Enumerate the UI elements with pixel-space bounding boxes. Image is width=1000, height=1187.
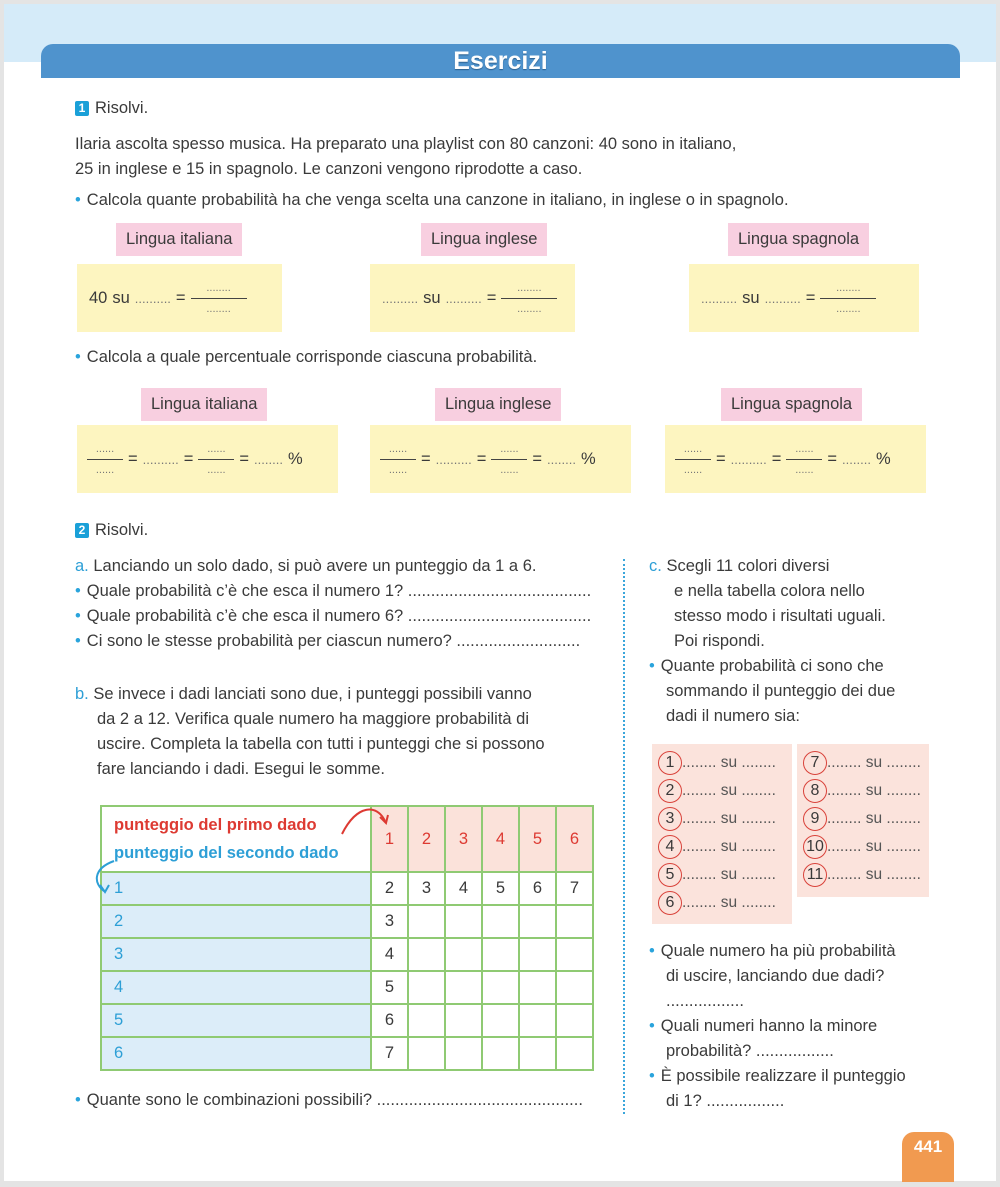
part-label: a. bbox=[75, 557, 89, 575]
sum-answer-blank[interactable]: ........ su ........ bbox=[682, 754, 776, 771]
fraction-blank[interactable] bbox=[675, 442, 711, 477]
column-header: 1 bbox=[371, 806, 408, 872]
sum-cell[interactable]: 3 bbox=[408, 872, 445, 905]
text: ........ bbox=[206, 302, 231, 315]
sum-cell[interactable] bbox=[408, 905, 445, 938]
question-text: Calcola quante probabilità ha che venga scelta una canzone in italiano, in inglese o in spagnolo. bbox=[86, 191, 789, 209]
percentage-answer-box[interactable] bbox=[370, 425, 631, 493]
bullet-icon: • bbox=[649, 942, 655, 960]
sum-answer-blank[interactable]: ........ su ........ bbox=[682, 782, 776, 799]
text: .......... bbox=[382, 290, 419, 306]
fraction-blank[interactable] bbox=[820, 281, 876, 316]
exercise-number: 1 bbox=[75, 101, 89, 116]
sum-cell[interactable] bbox=[482, 1037, 519, 1070]
question-text: Quale probabilità c’è che esca il numero 6? ........................................ bbox=[86, 607, 592, 625]
text: ...... bbox=[500, 463, 519, 476]
exercise-title: Risolvi. bbox=[95, 99, 149, 117]
column-header: 5 bbox=[519, 806, 556, 872]
sum-circle: 8 bbox=[803, 779, 827, 803]
text: = bbox=[827, 449, 838, 468]
probability-answer-box[interactable] bbox=[370, 264, 575, 332]
page-title: Esercizi bbox=[41, 44, 960, 78]
sum-answer-blank[interactable]: ........ su ........ bbox=[682, 810, 776, 827]
sum-answer-blank[interactable]: ........ su ........ bbox=[827, 838, 921, 855]
question-text: Quale probabilità c’è che esca il numero 1? ........................................ bbox=[86, 582, 592, 600]
column-header: 2 bbox=[408, 806, 445, 872]
sum-cell[interactable]: 4 bbox=[371, 938, 408, 971]
question-text: Quali numeri hanno la minore bbox=[660, 1017, 878, 1035]
text: ........ bbox=[517, 281, 542, 294]
text: .......... bbox=[134, 290, 171, 306]
text: ...... bbox=[207, 463, 226, 476]
sum-cell[interactable] bbox=[408, 1037, 445, 1070]
row-header: 1 bbox=[101, 872, 371, 905]
percentage-answer-box[interactable] bbox=[77, 425, 338, 493]
exercise-number: 2 bbox=[75, 523, 89, 538]
column-header: 4 bbox=[482, 806, 519, 872]
question-text: di 1? ................. bbox=[666, 1092, 785, 1110]
text: ........ bbox=[206, 281, 231, 294]
text: ...... bbox=[683, 442, 703, 455]
exercise-2-heading bbox=[75, 518, 148, 543]
exercise-1-heading bbox=[75, 96, 148, 121]
text: = bbox=[239, 449, 250, 468]
sum-circle: 6 bbox=[658, 891, 682, 915]
sum-cell[interactable] bbox=[556, 1004, 593, 1037]
sum-cell[interactable]: 7 bbox=[371, 1037, 408, 1070]
text: .......... bbox=[730, 451, 767, 467]
bullet-icon: • bbox=[649, 1067, 655, 1085]
fraction-blank[interactable] bbox=[491, 442, 527, 477]
question bbox=[75, 1088, 583, 1113]
arrows-icon bbox=[92, 799, 392, 909]
text: ........ bbox=[517, 302, 542, 315]
sum-cell[interactable] bbox=[519, 971, 556, 1004]
sum-cell[interactable]: 4 bbox=[445, 872, 482, 905]
text: ........ bbox=[547, 451, 576, 467]
text: ........ bbox=[836, 281, 861, 294]
label-0: Lingua italiana bbox=[116, 223, 242, 256]
text: .......... bbox=[142, 451, 179, 467]
sum-cell[interactable]: 6 bbox=[519, 872, 556, 905]
sum-circle: 1 bbox=[658, 751, 682, 775]
part-c-questions bbox=[649, 939, 949, 1114]
part-label: c. bbox=[649, 557, 662, 575]
question-text: Ci sono le stesse probabilità per ciascun numero? ........................... bbox=[86, 632, 581, 650]
part-b bbox=[75, 682, 615, 782]
exercise-title: Risolvi. bbox=[95, 521, 149, 539]
sum-cell[interactable] bbox=[408, 938, 445, 971]
text: ...... bbox=[95, 442, 115, 455]
question-text: di uscire, lanciando due dadi? bbox=[666, 967, 885, 985]
text: .......... bbox=[701, 290, 738, 306]
sum-answer-blank[interactable]: ........ su ........ bbox=[827, 866, 921, 883]
text-line: e nella tabella colora nello bbox=[674, 582, 865, 600]
sum-cell[interactable] bbox=[445, 1037, 482, 1070]
sum-cell[interactable] bbox=[482, 971, 519, 1004]
sum-circle: 10 bbox=[803, 835, 827, 859]
text: ...... bbox=[388, 442, 408, 455]
sum-cell[interactable]: 3 bbox=[371, 905, 408, 938]
text: ...... bbox=[683, 463, 703, 476]
fraction-blank[interactable] bbox=[501, 281, 557, 316]
question-text: Calcola a quale percentuale corrisponde ciascuna probabilità. bbox=[86, 348, 538, 366]
text: ...... bbox=[795, 442, 814, 455]
sum-answer-blank[interactable]: ........ su ........ bbox=[827, 782, 921, 799]
question bbox=[75, 345, 537, 370]
text-line: Quante probabilità ci sono che bbox=[660, 657, 884, 675]
label-2: Lingua spagnola bbox=[721, 388, 862, 421]
text: ...... bbox=[207, 442, 226, 455]
text-line: Se invece i dadi lanciati sono due, i punteggi possibili vanno bbox=[93, 685, 532, 703]
text: = bbox=[486, 288, 497, 307]
row-header: 5 bbox=[101, 1004, 371, 1037]
text: ........ bbox=[254, 451, 283, 467]
fraction-blank[interactable] bbox=[786, 442, 822, 477]
sum-cell[interactable] bbox=[445, 971, 482, 1004]
fraction-blank[interactable] bbox=[191, 281, 247, 316]
sum-cell[interactable]: 5 bbox=[371, 971, 408, 1004]
bullet-icon: • bbox=[75, 582, 81, 600]
text: = bbox=[805, 288, 816, 307]
sum-cell[interactable] bbox=[556, 1037, 593, 1070]
table-row bbox=[101, 1037, 593, 1070]
text: = bbox=[128, 449, 138, 468]
text: = bbox=[476, 449, 487, 468]
text: .......... bbox=[445, 290, 482, 306]
page-number: 441 bbox=[902, 1132, 954, 1182]
sum-cell[interactable] bbox=[556, 971, 593, 1004]
text: % bbox=[287, 449, 303, 468]
text: ...... bbox=[795, 463, 814, 476]
bullet-icon: • bbox=[75, 1091, 81, 1109]
sum-circle: 2 bbox=[658, 779, 682, 803]
text: % bbox=[580, 449, 596, 468]
table-row bbox=[101, 971, 593, 1004]
probability-answer-box[interactable] bbox=[689, 264, 919, 332]
question-text: È possibile realizzare il punteggio bbox=[660, 1067, 906, 1085]
sum-cell[interactable]: 7 bbox=[556, 872, 593, 905]
text: = bbox=[716, 449, 726, 468]
fraction-blank[interactable] bbox=[87, 442, 123, 477]
fraction-blank[interactable] bbox=[198, 442, 234, 477]
column-divider bbox=[623, 559, 625, 1114]
part-c bbox=[649, 554, 949, 729]
sum-circle: 7 bbox=[803, 751, 827, 775]
text: = bbox=[183, 449, 194, 468]
text-line: uscire. Completa la tabella con tutti i punteggi che si possono bbox=[97, 735, 545, 753]
exercise-1-text bbox=[75, 132, 736, 182]
label-1: Lingua inglese bbox=[421, 223, 547, 256]
text-line: dadi il numero sia: bbox=[666, 707, 800, 725]
sum-cell[interactable] bbox=[519, 1037, 556, 1070]
sum-cell[interactable] bbox=[445, 1004, 482, 1037]
bullet-icon: • bbox=[649, 657, 655, 675]
sum-cell[interactable] bbox=[445, 938, 482, 971]
text: ........ bbox=[842, 451, 871, 467]
sum-cell[interactable] bbox=[519, 938, 556, 971]
label-0: Lingua italiana bbox=[141, 388, 267, 421]
bullet-icon: • bbox=[75, 191, 81, 209]
text: ........ bbox=[836, 302, 861, 315]
question-text: Quale numero ha più probabilità bbox=[660, 942, 896, 960]
text-line: Poi rispondi. bbox=[674, 632, 765, 650]
text-line: da 2 a 12. Verifica quale numero ha maggiore probabilità di bbox=[97, 710, 530, 728]
row-header: 2 bbox=[101, 905, 371, 938]
bullet-icon: • bbox=[649, 1017, 655, 1035]
text: % bbox=[875, 449, 891, 468]
question-text: probabilità? ................. bbox=[666, 1042, 834, 1060]
bullet-icon: • bbox=[75, 632, 81, 650]
sum-answer-blank[interactable]: ........ su ........ bbox=[682, 866, 776, 883]
part-a bbox=[75, 554, 615, 654]
column-header: 3 bbox=[445, 806, 482, 872]
sum-cell[interactable] bbox=[556, 905, 593, 938]
sums-box-right bbox=[797, 744, 929, 897]
textbook-page bbox=[4, 4, 996, 1181]
text-line: Ilaria ascolta spesso musica. Ha preparato una playlist con 80 canzoni: 40 sono in italiano, bbox=[75, 135, 737, 153]
sum-cell[interactable] bbox=[445, 905, 482, 938]
sum-cell[interactable] bbox=[556, 938, 593, 971]
probability-answer-box[interactable] bbox=[77, 264, 282, 332]
sum-circle: 9 bbox=[803, 807, 827, 831]
text: ...... bbox=[95, 463, 115, 476]
question-text: ................. bbox=[666, 992, 744, 1010]
table-row bbox=[101, 938, 593, 971]
question bbox=[75, 188, 789, 213]
table-row bbox=[101, 1004, 593, 1037]
text: ...... bbox=[388, 463, 408, 476]
text-line: 25 in inglese e 15 in spagnolo. Le canzoni vengono riprodotte a caso. bbox=[75, 160, 583, 178]
sum-cell[interactable] bbox=[408, 1004, 445, 1037]
sum-answer-blank[interactable]: ........ su ........ bbox=[827, 754, 921, 771]
sum-answer-blank[interactable]: ........ su ........ bbox=[827, 810, 921, 827]
sum-circle: 11 bbox=[803, 863, 827, 887]
text: .......... bbox=[435, 451, 472, 467]
text: = bbox=[421, 449, 431, 468]
fraction-blank[interactable] bbox=[380, 442, 416, 477]
text-line: Scegli 11 colori diversi bbox=[666, 557, 830, 575]
sum-cell[interactable] bbox=[408, 971, 445, 1004]
part-label: b. bbox=[75, 685, 89, 703]
question-text: Quante sono le combinazioni possibili? ............................................. bbox=[86, 1091, 583, 1109]
row-header: 6 bbox=[101, 1037, 371, 1070]
text: = bbox=[175, 288, 186, 307]
percentage-answer-box[interactable] bbox=[665, 425, 926, 493]
text-line: fare lanciando i dadi. Esegui le somme. bbox=[97, 760, 385, 778]
text: ...... bbox=[500, 442, 519, 455]
row-header: 3 bbox=[101, 938, 371, 971]
sum-cell[interactable] bbox=[519, 905, 556, 938]
bullet-icon: • bbox=[75, 607, 81, 625]
text-line: sommando il punteggio dei due bbox=[666, 682, 896, 700]
column-header: 6 bbox=[556, 806, 593, 872]
table-row bbox=[101, 905, 593, 938]
label-1: Lingua inglese bbox=[435, 388, 561, 421]
sum-circle: 4 bbox=[658, 835, 682, 859]
bullet-icon: • bbox=[75, 348, 81, 366]
label-2: Lingua spagnola bbox=[728, 223, 869, 256]
text: su bbox=[742, 288, 760, 307]
sum-cell[interactable]: 2 bbox=[371, 872, 408, 905]
sum-cell[interactable]: 6 bbox=[371, 1004, 408, 1037]
sum-circle: 5 bbox=[658, 863, 682, 887]
sum-cell[interactable] bbox=[519, 1004, 556, 1037]
text: 40 bbox=[89, 288, 108, 307]
text: su bbox=[423, 288, 441, 307]
sum-cell[interactable]: 5 bbox=[482, 872, 519, 905]
text: .......... bbox=[764, 290, 801, 306]
sum-answer-blank[interactable]: ........ su ........ bbox=[682, 894, 776, 911]
text: = bbox=[532, 449, 543, 468]
sum-circle: 3 bbox=[658, 807, 682, 831]
sums-box-left bbox=[652, 744, 792, 924]
part-text: Lanciando un solo dado, si può avere un punteggio da 1 a 6. bbox=[93, 557, 537, 575]
text: = bbox=[771, 449, 782, 468]
text: su bbox=[112, 288, 130, 307]
sum-cell[interactable] bbox=[482, 938, 519, 971]
sum-cell[interactable] bbox=[482, 905, 519, 938]
header-labels: punteggio del primo dado punteggio del secondo dado bbox=[101, 806, 371, 872]
text-line: stesso modo i risultati uguali. bbox=[674, 607, 886, 625]
sum-answer-blank[interactable]: ........ su ........ bbox=[682, 838, 776, 855]
sum-cell[interactable] bbox=[482, 1004, 519, 1037]
row-header: 4 bbox=[101, 971, 371, 1004]
